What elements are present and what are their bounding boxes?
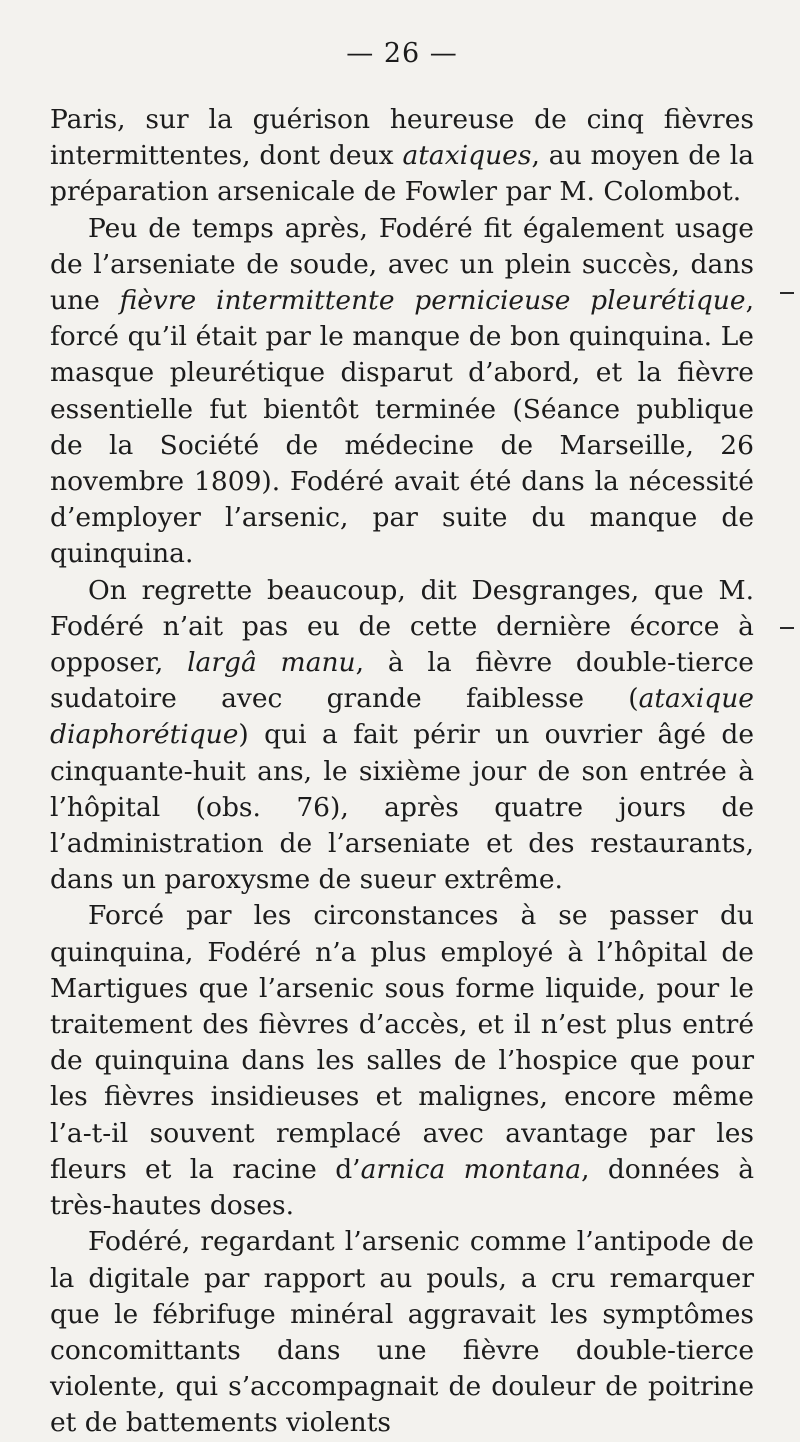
- body-text: [50, 102, 754, 1442]
- text-segment: , à la fièvre double-tierce sudatoire avec grande faiblesse (: [50, 647, 754, 715]
- text-segment: Forcé par les circonstances à se passer du quinquina, Fodéré n’a plus employé à l’hôpital de Martigues que l’arsenic sous forme liquide, pour le traitement des fièvres d’accès, et il n’est plus entré de quinquina dans les salles de l’hospice que pour les fièvres insidieuses et malignes, encore même l’a-t-il souvent remplacé avec avantage par les fleurs et la racine d’: [50, 900, 754, 1185]
- paragraph: [50, 898, 754, 1224]
- paragraph: [50, 1224, 754, 1441]
- paragraph: [50, 211, 754, 573]
- text-segment: , forcé qu’il était par le manque de bon quinquina. Le masque pleurétique disparut d’abord, et la fièvre essentielle fut bientôt terminée (Séance publique de la Société de médecine de Marseille, 26 novembre 1809). Fodéré avait été dans la nécessité d’employer l’arsenic, par suite du manque de quinquina.: [50, 285, 754, 570]
- margin-mark: [780, 627, 794, 629]
- text-segment: Fodéré, regardant l’arsenic comme l’antipode de la digitale par rapport au pouls, a cru remarquer que le fébrifuge minéral aggravait les symptômes concomittants dans une fièvre double-tierce violente, qui s’accompagnait de douleur de poitrine et de battements violents: [50, 1226, 754, 1439]
- paragraph: [50, 102, 754, 211]
- italic-text: ataxiques: [402, 140, 532, 172]
- margin-mark: [780, 292, 794, 294]
- italic-text: arnica montana: [360, 1153, 582, 1185]
- text-segment: Peu de temps après, Fodéré fit également usage de l’arseniate de soude, avec un plein succès, dans une: [50, 212, 754, 317]
- italic-text: ataxique diaphorétique: [50, 683, 754, 751]
- italic-text: fièvre intermittente pernicieuse pleurétique: [119, 285, 746, 317]
- text-segment: , données à très-hautes doses.: [50, 1153, 754, 1222]
- paragraph: [50, 573, 754, 899]
- text-segment: On regrette beaucoup, dit Desgranges, que M. Fodéré n’ait pas eu de cette dernière écorce à opposer,: [50, 574, 754, 679]
- text-segment: ) qui a fait périr un ouvrier âgé de cinquante-huit ans, le sixième jour de son entrée à l’hôpital (obs. 76), après quatre jours de l’administration de l’arseniate et des restaurants, dans un paroxysme de sueur extrême.: [50, 719, 754, 896]
- text-segment: Paris, sur la guérison heureuse de cinq fièvres intermittentes, dont deux: [50, 104, 754, 172]
- page-number: — 26 —: [346, 38, 458, 69]
- italic-text: largâ manu: [187, 647, 356, 679]
- text-segment: , au moyen de la préparation arsenicale de Fowler par M. Colombot.: [50, 140, 754, 208]
